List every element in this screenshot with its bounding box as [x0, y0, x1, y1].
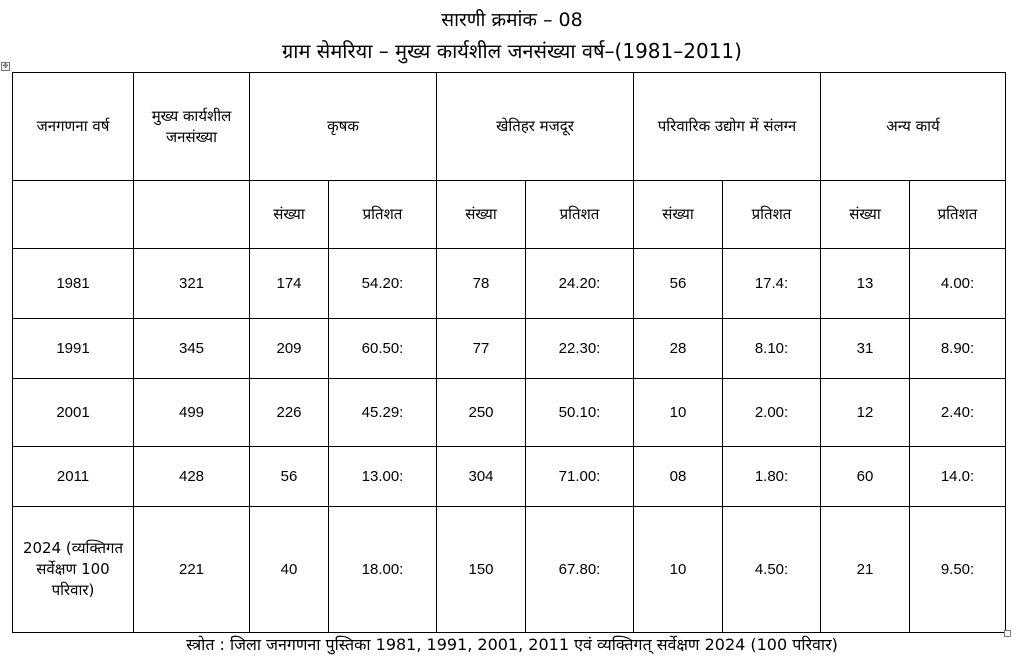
cell-cultivators-percent: 18.00:: [329, 507, 437, 633]
cell-cultivators-count: 226: [250, 379, 329, 447]
cell-cultivators-percent: 13.00:: [329, 447, 437, 507]
source-note: स्त्रोत : जिला जनगणना पुस्तिका 1981, 1991, 2001, 2011 एवं व्यक्तिगत् सर्वेक्षण 2024 (100 परिवार): [186, 635, 838, 654]
subheader-empty: [13, 181, 134, 249]
header-household-industry: परिवारिक उद्योग में संलग्न: [634, 73, 821, 181]
table-row: [13, 319, 1006, 379]
cell-cultivators-count: 174: [250, 249, 329, 319]
cell-cultivators-percent: 60.50:: [329, 319, 437, 379]
cell-labourers-count: 77: [437, 319, 526, 379]
cell-industry-percent: 17.4:: [723, 249, 821, 319]
cell-cultivators-count: 56: [250, 447, 329, 507]
move-handle-icon[interactable]: ✥: [2, 62, 9, 70]
cell-main-workers: 428: [134, 447, 250, 507]
subheader-percent: प्रतिशत: [526, 181, 634, 249]
header-agri-labourers: खेतिहर मजदूर: [437, 73, 634, 181]
cell-cultivators-percent: 54.20:: [329, 249, 437, 319]
cell-industry-count: 10: [634, 507, 723, 633]
cell-labourers-count: 150: [437, 507, 526, 633]
cell-other-count: 13: [821, 249, 910, 319]
header-cultivators: कृषक: [250, 73, 437, 181]
table-caption-number: सारणी क्रमांक – 08: [441, 9, 583, 31]
cell-industry-count: 10: [634, 379, 723, 447]
cell-labourers-percent: 71.00:: [526, 447, 634, 507]
subheader-count: संख्या: [821, 181, 910, 249]
cell-labourers-percent: 67.80:: [526, 507, 634, 633]
subheader-percent: प्रतिशत: [329, 181, 437, 249]
header-other-work: अन्य कार्य: [821, 73, 1006, 181]
cell-labourers-percent: 50.10:: [526, 379, 634, 447]
table-row: [13, 249, 1006, 319]
cell-cultivators-count: 209: [250, 319, 329, 379]
cell-labourers-percent: 22.30:: [526, 319, 634, 379]
cell-other-percent: 8.90:: [910, 319, 1006, 379]
cell-cultivators-percent: 45.29:: [329, 379, 437, 447]
cell-year: 2024 (व्यक्तिगत सर्वेक्षण 100 परिवार): [13, 507, 134, 633]
cell-other-count: 60: [821, 447, 910, 507]
cell-industry-count: 08: [634, 447, 723, 507]
cell-main-workers: 221: [134, 507, 250, 633]
cell-other-percent: 14.0:: [910, 447, 1006, 507]
table-row: [13, 379, 1006, 447]
cell-labourers-count: 304: [437, 447, 526, 507]
cell-main-workers: 499: [134, 379, 250, 447]
subheader-count: संख्या: [250, 181, 329, 249]
cell-labourers-percent: 24.20:: [526, 249, 634, 319]
subheader-percent: प्रतिशत: [723, 181, 821, 249]
header-census-year: जनगणना वर्ष: [13, 73, 134, 181]
cell-other-count: 12: [821, 379, 910, 447]
subheader-row: [13, 181, 1006, 249]
cell-industry-percent: 2.00:: [723, 379, 821, 447]
cell-other-count: 31: [821, 319, 910, 379]
table-row: [13, 507, 1006, 633]
cell-industry-count: 56: [634, 249, 723, 319]
subheader-empty: [134, 181, 250, 249]
header-main-workers: मुख्य कार्यशील जनसंख्या: [134, 73, 250, 181]
cell-main-workers: 345: [134, 319, 250, 379]
cell-labourers-count: 250: [437, 379, 526, 447]
table-row: [13, 447, 1006, 507]
cell-industry-count: 28: [634, 319, 723, 379]
cell-year: 1991: [13, 319, 134, 379]
cell-main-workers: 321: [134, 249, 250, 319]
cell-cultivators-count: 40: [250, 507, 329, 633]
cell-other-percent: 9.50:: [910, 507, 1006, 633]
cell-industry-percent: 1.80:: [723, 447, 821, 507]
header-row: [13, 73, 1006, 181]
cell-labourers-count: 78: [437, 249, 526, 319]
cell-other-percent: 4.00:: [910, 249, 1006, 319]
table-caption-title: ग्राम सेमरिया – मुख्य कार्यशील जनसंख्या वर्ष–(1981–2011): [282, 39, 742, 63]
cell-other-count: 21: [821, 507, 910, 633]
cell-year: 2001: [13, 379, 134, 447]
cell-industry-percent: 4.50:: [723, 507, 821, 633]
subheader-count: संख्या: [437, 181, 526, 249]
cell-year: 2011: [13, 447, 134, 507]
subheader-count: संख्या: [634, 181, 723, 249]
main-workers-table: [12, 72, 1006, 633]
cell-year: 1981: [13, 249, 134, 319]
cell-other-percent: 2.40:: [910, 379, 1006, 447]
subheader-percent: प्रतिशत: [910, 181, 1006, 249]
cell-industry-percent: 8.10:: [723, 319, 821, 379]
